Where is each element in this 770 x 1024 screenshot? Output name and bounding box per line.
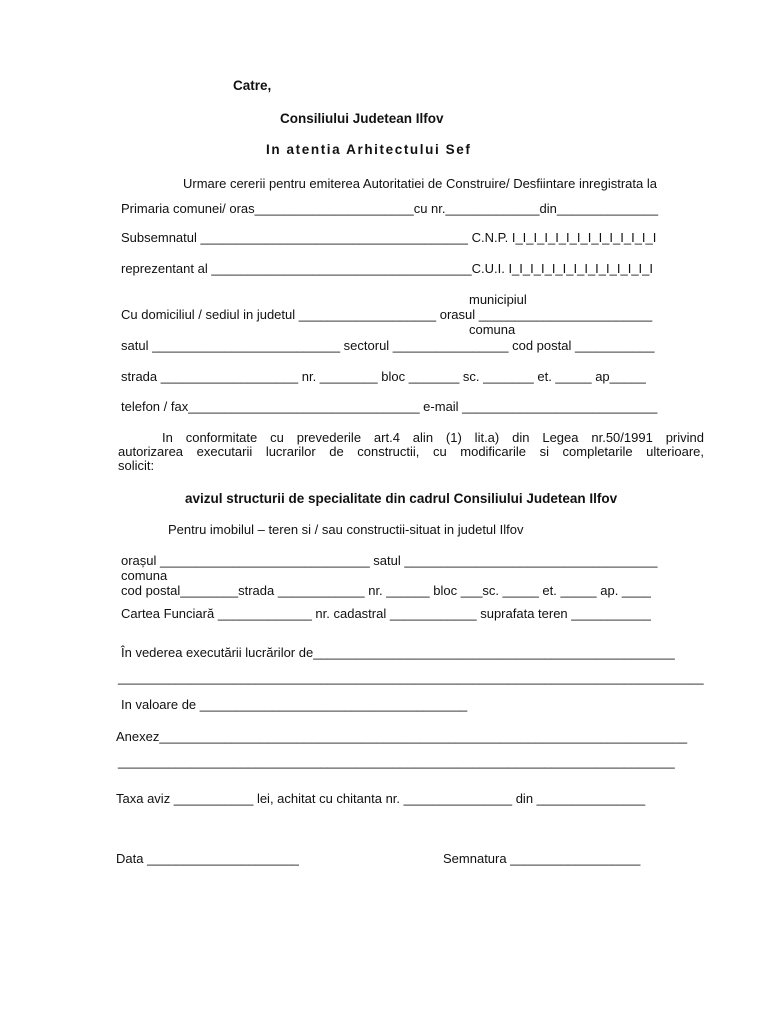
intro-line-1: Urmare cererii pentru emiterea Autoritatiei de Construire/ Desfiintare inregistrata la	[183, 176, 657, 191]
semnatura-field[interactable]: Semnatura __________________	[443, 851, 641, 866]
request-title: avizul structurii de specialitate din cadrul Consiliului Judetean Ilfov	[185, 491, 618, 506]
legal-line-2: autorizarea executarii lucrarilor de constructii, cu modificarile si completarile ulterioare,	[118, 444, 704, 459]
cartea-funciara-field[interactable]: Cartea Funciară _____________ nr. cadastral ____________ suprafata teren ___________	[121, 606, 651, 621]
telefon-field[interactable]: telefon / fax________________________________ e-mail ___________________________	[121, 399, 658, 414]
addressee-label: Catre,	[233, 78, 272, 93]
orasul-field[interactable]: orașul _____________________________ satul ___________________________________	[121, 553, 658, 568]
legal-line-1: In conformitate cu prevederile art.4 alin (1) lit.a) din Legea nr.50/1991 privind	[162, 430, 704, 445]
comuna-property-label: comuna	[121, 568, 168, 583]
municipiul-label: municipiul	[469, 292, 527, 307]
subsemnatul-field[interactable]: Subsemnatul _____________________________________ C.N.P. I_I_I_I_I_I_I_I_I_I_I_I_I_I	[121, 230, 657, 245]
legal-paragraph	[118, 431, 704, 473]
comuna-label: comuna	[469, 322, 516, 337]
intro-line-2: Primaria comunei/ oras______________________cu nr._____________din______________	[121, 201, 659, 216]
cod-postal-field[interactable]: cod postal________strada ____________ nr. ______ bloc ___sc. _____ et. _____ ap. ____	[121, 583, 651, 598]
institution-name: Consiliului Judetean Ilfov	[280, 111, 444, 126]
domiciliu-field[interactable]: Cu domiciliul / sediul in judetul ___________________ orasul ________________________	[121, 307, 653, 322]
legal-line-3: solicit:	[118, 458, 155, 473]
taxa-aviz-field[interactable]: Taxa aviz ___________ lei, achitat cu chitanta nr. _______________ din _______________	[116, 791, 646, 806]
attention-line: In atentia Arhitectului Sef	[266, 142, 472, 157]
satul-field[interactable]: satul __________________________ sectorul ________________ cod postal ___________	[121, 338, 655, 353]
lucrari-field[interactable]: În vederea executării lucrărilor de__________________________________________________	[121, 645, 675, 660]
imobil-line: Pentru imobilul – teren si / sau constructii-situat in judetul Ilfov	[168, 522, 524, 537]
valoare-field[interactable]: In valoare de _____________________________________	[121, 697, 468, 712]
anexez-field[interactable]: Anexez_________________________________________________________________________	[116, 729, 688, 744]
strada-field[interactable]: strada ___________________ nr. ________ bloc _______ sc. _______ et. _____ ap_____	[121, 369, 646, 384]
lucrari-continuation[interactable]: _________________________________________________________________________________	[118, 670, 704, 685]
anexez-continuation[interactable]: _____________________________________________________________________________	[118, 754, 675, 769]
data-field[interactable]: Data _____________________	[116, 851, 299, 866]
reprezentant-field[interactable]: reprezentant al ____________________________________C.U.I. I_I_I_I_I_I_I_I_I_I_I_I_I_I	[121, 261, 654, 276]
